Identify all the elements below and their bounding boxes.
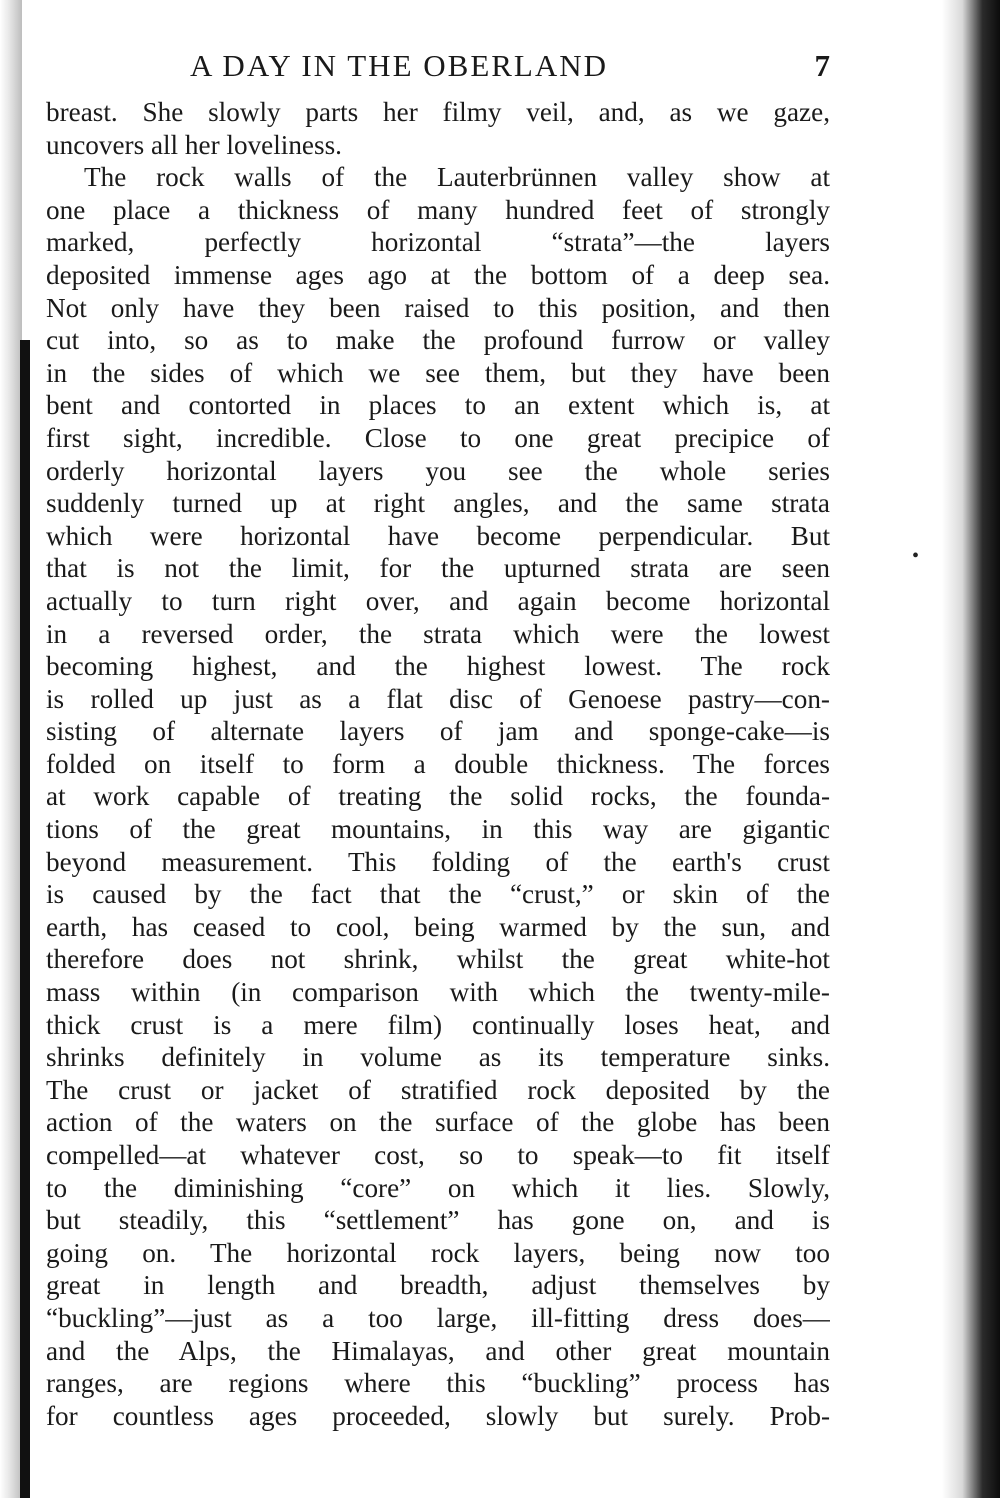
text-line: but steadily, this “settlement” has gone on, and is (46, 1205, 830, 1236)
text-line: cut into, so as to make the profound furrow or valley (46, 325, 830, 356)
text-line: breast. She slowly parts her filmy veil, and, as we gaze, (46, 97, 830, 127)
right-binding-shadow (942, 0, 1000, 1498)
text-line: ranges, are regions where this “buckling” process has (46, 1368, 830, 1399)
text-line: action of the waters on the surface of the globe has been (46, 1107, 830, 1138)
text-line: deposited immense ages ago at the bottom of a deep sea. (46, 259, 830, 290)
text-line: marked, perfectly horizontal “strata”—the layers (46, 227, 830, 258)
text-line: orderly horizontal layers you see the whole series (46, 455, 830, 486)
text-line: beyond measurement. This folding of the earth's crust (46, 846, 830, 877)
text-line: in a reversed order, the strata which were the lowest (46, 618, 830, 649)
text-line: great in length and breadth, adjust themselves by (46, 1270, 830, 1301)
text-line: and the Alps, the Himalayas, and other great mountain (46, 1335, 830, 1366)
text-line: going on. The horizontal rock layers, being now too (46, 1237, 830, 1268)
text-line: at work capable of treating the solid rocks, the founda- (46, 781, 830, 812)
text-line: shrinks definitely in volume as its temperature sinks. (46, 1042, 830, 1073)
text-line: bent and contorted in places to an extent which is, at (46, 390, 830, 421)
text-line: compelled—at whatever cost, so to speak—to fit itself (46, 1140, 830, 1170)
text-line: tions of the great mountains, in this way are gigantic (46, 814, 830, 845)
text-line: therefore does not shrink, whilst the great white-hot (46, 944, 830, 975)
text-line: which were horizontal have become perpendicular. But (46, 520, 830, 551)
text-line: thick crust is a mere film) continually loses heat, and (46, 1009, 830, 1040)
left-binding-shadow (0, 0, 22, 1498)
text-line: mass within (in comparison with which the twenty-mile- (46, 977, 830, 1008)
text-line: first sight, incredible. Close to one great precipice of (46, 422, 830, 453)
running-head: A DAY IN THE OBERLAND (190, 48, 609, 83)
text-line: folded on itself to form a double thickness. The forces (46, 748, 830, 779)
text-line: Not only have they been raised to this position, and then (46, 292, 830, 323)
ink-speck: • (912, 545, 920, 567)
text-line: The crust or jacket of stratified rock deposited by the (46, 1074, 830, 1105)
text-line: is rolled up just as a flat disc of Genoese pastry—con- (46, 683, 830, 714)
page-header (40, 48, 840, 92)
text-line: to the diminishing “core” on which it lies. Slowly, (46, 1172, 830, 1203)
page-number: 7 (814, 48, 830, 83)
text-line: uncovers all her loveliness. (46, 129, 342, 160)
text-line: in the sides of which we see them, but they have been (46, 357, 830, 388)
text-line: one place a thickness of many hundred feet of strongly (46, 194, 830, 225)
text-line: The rock walls of the Lauterbrünnen valley show at (84, 162, 830, 193)
text-line: “buckling”—just as a too large, ill-fitting dress does— (46, 1302, 830, 1333)
text-line: for countless ages proceeded, slowly but surely. Prob- (46, 1400, 830, 1431)
body-text (46, 96, 830, 1432)
text-line: is caused by the fact that the “crust,” or skin of the (46, 879, 830, 910)
text-line: suddenly turned up at right angles, and the same strata (46, 488, 830, 519)
text-line: actually to turn right over, and again become horizontal (46, 585, 830, 616)
text-line: that is not the limit, for the upturned strata are seen (46, 553, 830, 584)
text-line: earth, has ceased to cool, being warmed by the sun, and (46, 911, 830, 942)
text-line: sisting of alternate layers of jam and sponge-cake—is (46, 716, 830, 747)
text-line: becoming highest, and the highest lowest. The rock (46, 651, 830, 682)
